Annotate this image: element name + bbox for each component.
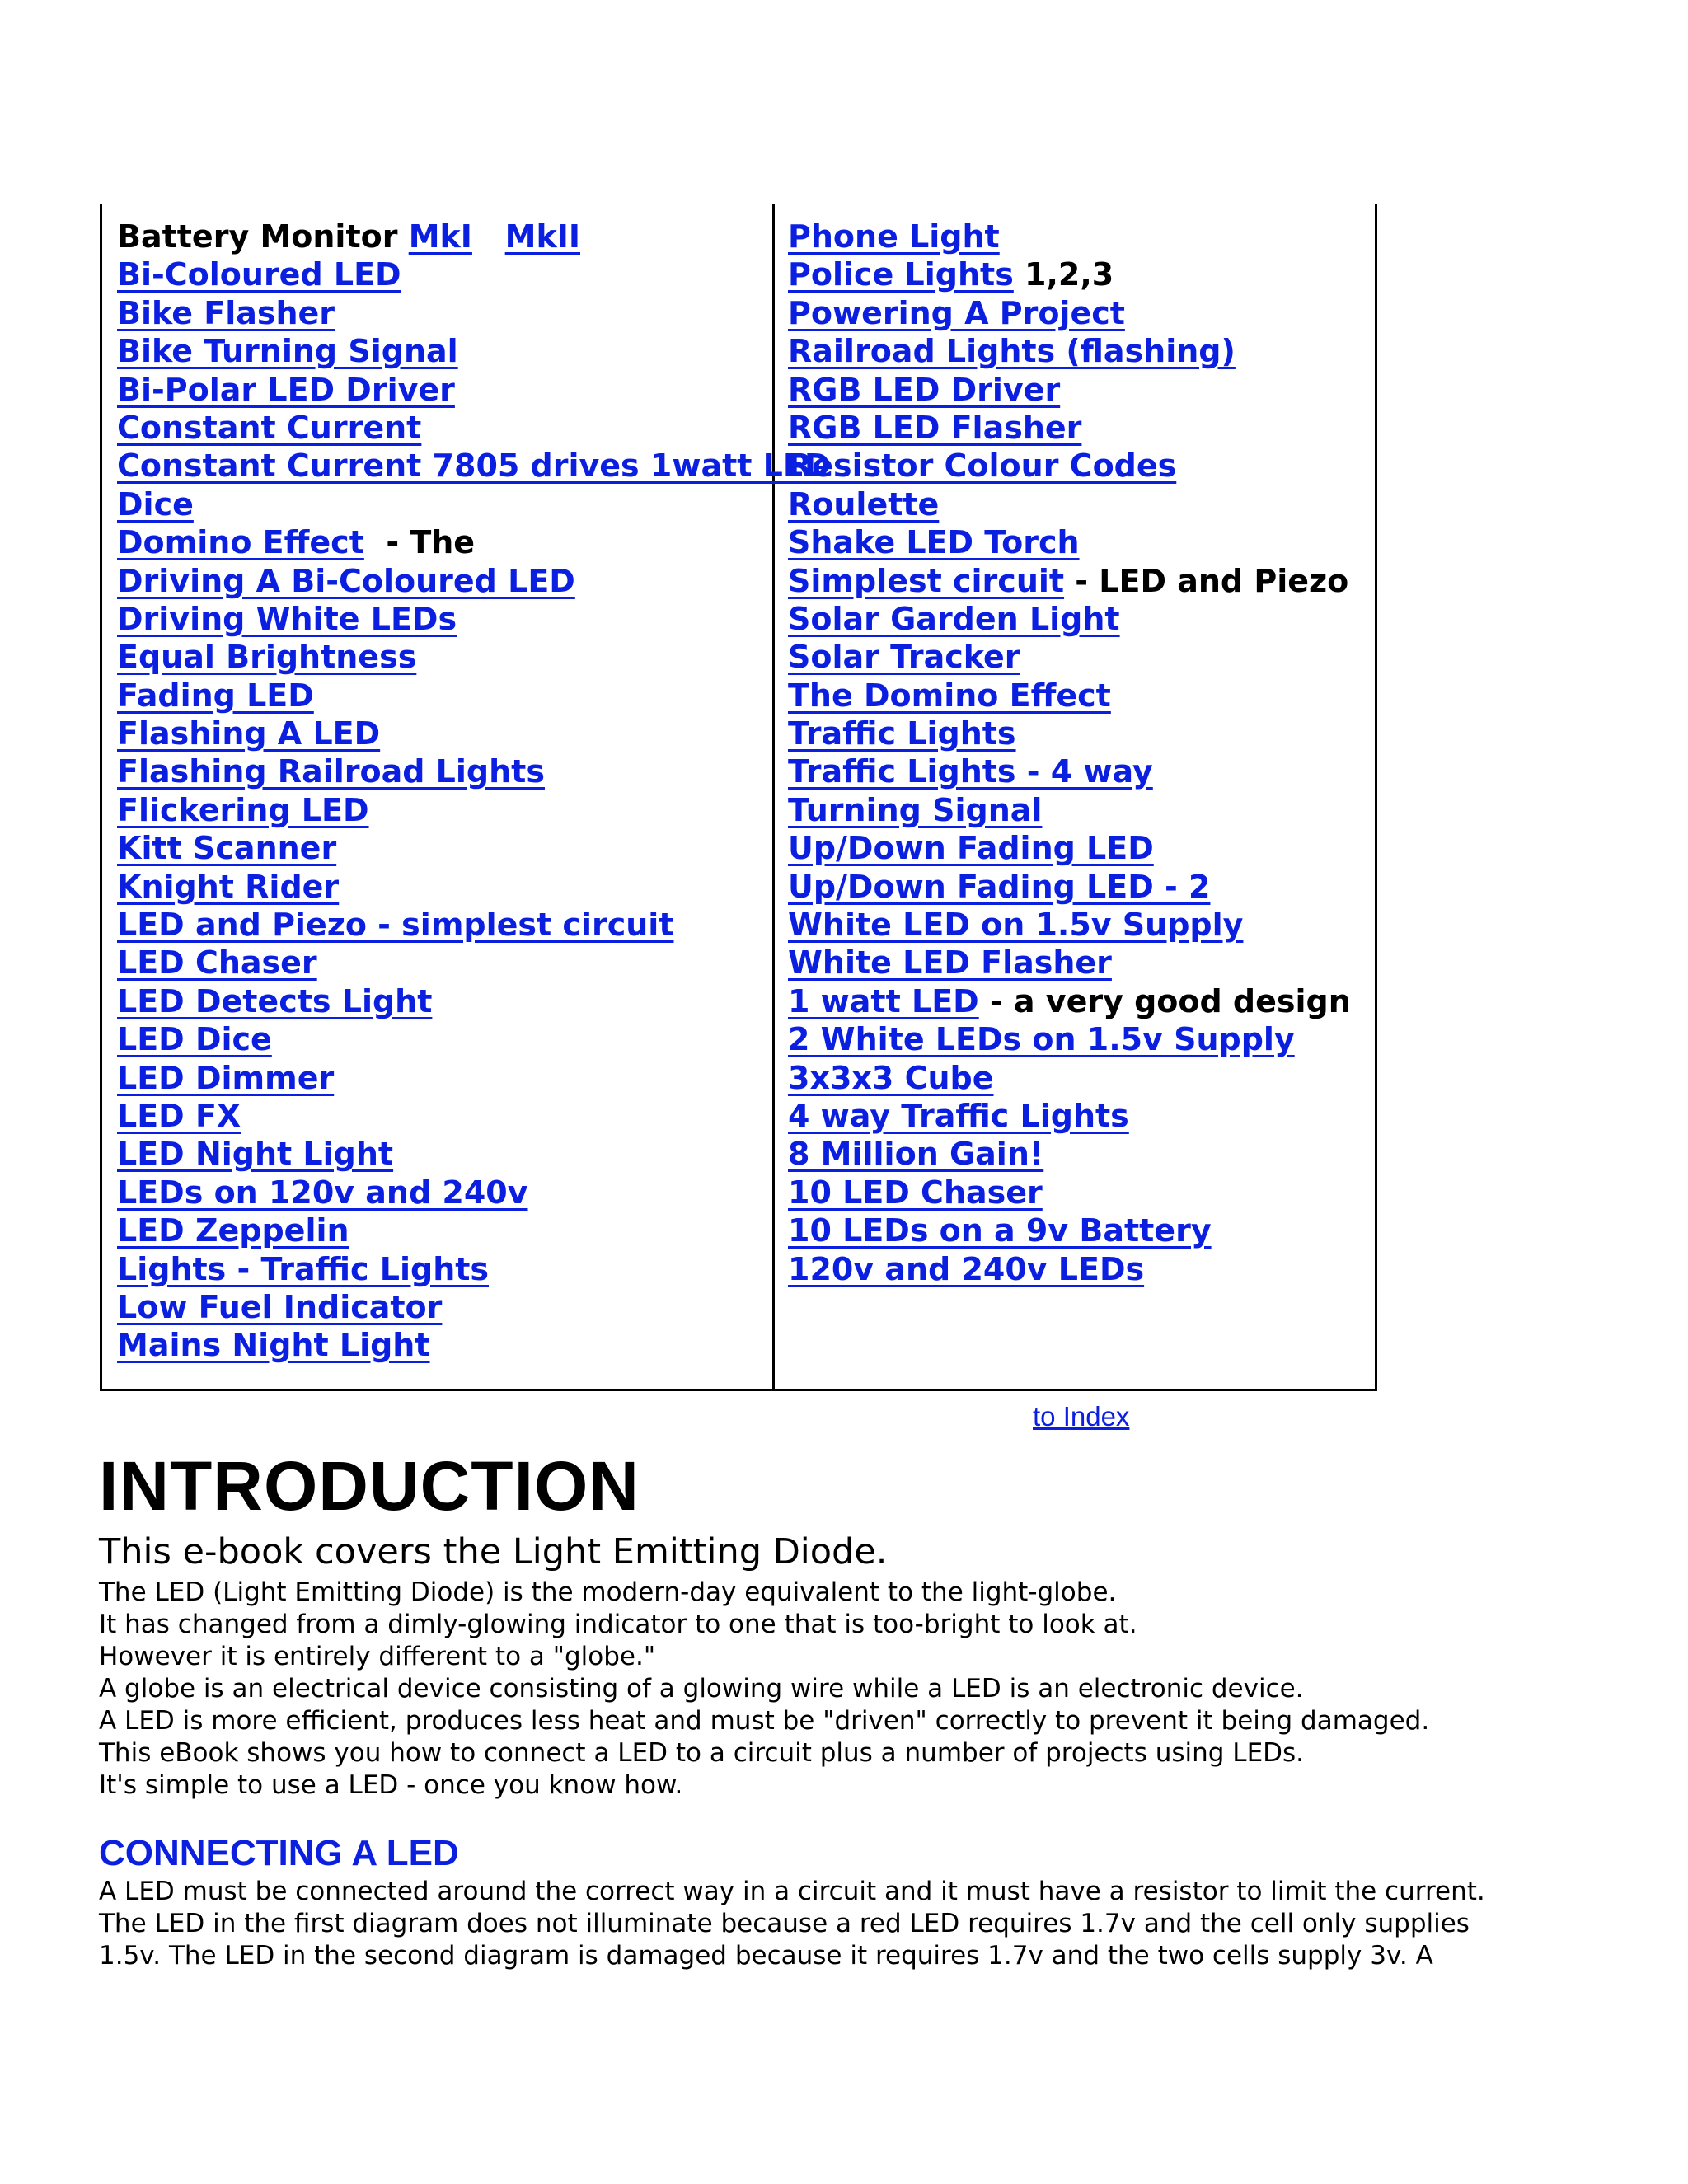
index-entry bbox=[788, 868, 1351, 906]
index-link[interactable]: Domino Effect bbox=[117, 524, 364, 561]
index-column-left bbox=[117, 218, 830, 1365]
index-link[interactable]: Driving White LEDs bbox=[117, 600, 457, 637]
index-link[interactable]: Roulette bbox=[788, 485, 940, 523]
index-entry bbox=[117, 294, 830, 332]
index-entry bbox=[117, 600, 830, 638]
introduction-paragraph bbox=[99, 1577, 1429, 1802]
index-link[interactable]: 10 LEDs on a 9v Battery bbox=[788, 1212, 1212, 1249]
index-entry bbox=[117, 1212, 830, 1249]
index-entry bbox=[117, 562, 830, 600]
index-entry bbox=[117, 1250, 830, 1288]
connecting-heading: CONNECTING A LED bbox=[99, 1833, 459, 1873]
index-entry bbox=[117, 791, 830, 829]
index-entry bbox=[788, 332, 1351, 370]
index-entry bbox=[788, 562, 1351, 600]
index-entry bbox=[788, 1097, 1351, 1135]
index-link[interactable]: 120v and 240v LEDs bbox=[788, 1250, 1145, 1287]
index-link[interactable]: Low Fuel Indicator bbox=[117, 1288, 443, 1325]
to-index-link[interactable]: to Index bbox=[1033, 1401, 1130, 1432]
index-entry bbox=[788, 294, 1351, 332]
index-entry bbox=[117, 218, 830, 255]
index-link[interactable]: White LED on 1.5v Supply bbox=[788, 907, 1244, 944]
index-link[interactable]: Resistor Colour Codes bbox=[788, 448, 1177, 485]
index-link[interactable]: Turning Signal bbox=[788, 791, 1043, 828]
index-entry bbox=[117, 982, 830, 1020]
index-link[interactable]: Up/Down Fading LED - 2 bbox=[788, 868, 1211, 905]
index-link[interactable]: Bi-Coloured LED bbox=[117, 256, 401, 293]
index-entry bbox=[788, 600, 1351, 638]
intro-line: A globe is an electrical device consisting of a glowing wire while a LED is an electronic device. bbox=[99, 1674, 1304, 1704]
index-link[interactable]: Phone Light bbox=[788, 218, 1000, 255]
index-link[interactable]: Up/Down Fading LED bbox=[788, 830, 1154, 867]
index-link[interactable]: Traffic Lights - 4 way bbox=[788, 753, 1153, 790]
intro-line: It has changed from a dimly-glowing indicator to one that is too-bright to look at. bbox=[99, 1610, 1137, 1639]
index-entry bbox=[117, 715, 830, 752]
index-entry bbox=[117, 1097, 830, 1135]
index-entry bbox=[788, 638, 1351, 676]
index-entry bbox=[788, 944, 1351, 982]
index-link[interactable]: Constant Current 7805 drives 1watt LED bbox=[117, 448, 831, 485]
index-note: Battery Monitor bbox=[117, 218, 409, 255]
index-entry bbox=[117, 1174, 830, 1212]
intro-line: A LED is more efficient, produces less heat and must be "driven" correctly to prevent it being damaged. bbox=[99, 1706, 1430, 1736]
index-note: - LED and Piezo bbox=[1064, 562, 1349, 599]
index-entry bbox=[117, 1326, 830, 1364]
index-entry bbox=[788, 1212, 1351, 1249]
index-link[interactable]: LED Dimmer bbox=[117, 1059, 335, 1096]
index-link[interactable]: Fading LED bbox=[117, 677, 314, 714]
index-entry bbox=[117, 677, 830, 715]
index-entry bbox=[117, 1059, 830, 1097]
index-link[interactable]: Bike Flasher bbox=[117, 294, 335, 331]
index-note: - a very good design bbox=[978, 982, 1351, 1019]
index-link[interactable]: RGB LED Flasher bbox=[788, 409, 1082, 446]
index-link[interactable]: MkI bbox=[408, 218, 472, 255]
index-entry bbox=[788, 791, 1351, 829]
index-entry bbox=[788, 829, 1351, 867]
index-link[interactable]: Equal Brightness bbox=[117, 639, 417, 676]
index-link[interactable]: Powering A Project bbox=[788, 294, 1125, 331]
index-entry bbox=[788, 523, 1351, 561]
index-link[interactable]: 1 watt LED bbox=[788, 982, 979, 1019]
index-link[interactable]: The Domino Effect bbox=[788, 677, 1111, 714]
index-column-right bbox=[788, 218, 1351, 1288]
index-entry bbox=[788, 485, 1351, 523]
index-entry bbox=[117, 752, 830, 790]
connecting-line: 1.5v. The LED in the second diagram is damaged because it requires 1.7v and the two cells supply 3v. A bbox=[99, 1941, 1433, 1971]
index-link[interactable]: LED Night Light bbox=[117, 1136, 394, 1173]
index-entry bbox=[117, 371, 830, 409]
index-link[interactable]: LED Dice bbox=[117, 1021, 272, 1058]
index-link[interactable]: Bike Turning Signal bbox=[117, 333, 458, 370]
index-entry bbox=[788, 1174, 1351, 1212]
index-link[interactable]: Lights - Traffic Lights bbox=[117, 1250, 490, 1287]
introduction-heading: INTRODUCTION bbox=[99, 1447, 640, 1525]
index-entry bbox=[788, 1020, 1351, 1058]
index-entry bbox=[788, 1059, 1351, 1097]
index-entry bbox=[788, 409, 1351, 447]
index-link[interactable]: Driving A Bi-Coloured LED bbox=[117, 562, 575, 599]
index-link[interactable]: Flashing Railroad Lights bbox=[117, 753, 545, 790]
index-entry bbox=[117, 485, 830, 523]
index-link[interactable]: RGB LED Driver bbox=[788, 371, 1061, 408]
index-link[interactable]: Railroad Lights (flashing) bbox=[788, 333, 1236, 370]
index-entry bbox=[788, 255, 1351, 293]
index-link[interactable]: Kitt Scanner bbox=[117, 830, 337, 867]
introduction-subheading: This e-book covers the Light Emitting Diode. bbox=[99, 1531, 888, 1572]
index-entry bbox=[117, 447, 830, 485]
index-entry bbox=[788, 371, 1351, 409]
index-entry bbox=[117, 944, 830, 982]
index-note: - The bbox=[363, 524, 476, 561]
index-link[interactable]: LED Detects Light bbox=[117, 982, 433, 1019]
index-link[interactable]: 2 White LEDs on 1.5v Supply bbox=[788, 1021, 1295, 1058]
index-link[interactable]: LED FX bbox=[117, 1097, 241, 1134]
index-link[interactable]: Flashing A LED bbox=[117, 715, 381, 752]
index-link[interactable]: 10 LED Chaser bbox=[788, 1174, 1043, 1211]
project-index-table bbox=[100, 204, 1377, 1391]
index-link[interactable]: LED Chaser bbox=[117, 944, 317, 982]
index-entry bbox=[117, 1135, 830, 1173]
index-link[interactable]: Flickering LED bbox=[117, 791, 369, 828]
index-link[interactable]: Shake LED Torch bbox=[788, 524, 1080, 561]
index-entry bbox=[117, 638, 830, 676]
index-link[interactable]: Traffic Lights bbox=[788, 715, 1016, 752]
index-entry bbox=[788, 447, 1351, 485]
index-entry bbox=[117, 829, 830, 867]
index-entry bbox=[117, 1288, 830, 1326]
index-entry bbox=[788, 752, 1351, 790]
index-link[interactable]: MkII bbox=[504, 218, 581, 255]
index-entry bbox=[117, 868, 830, 906]
index-link[interactable]: Solar Garden Light bbox=[788, 600, 1120, 637]
index-link[interactable]: Dice bbox=[117, 485, 194, 523]
intro-line: The LED (Light Emitting Diode) is the modern-day equivalent to the light-globe. bbox=[99, 1577, 1117, 1607]
index-entry bbox=[788, 1250, 1351, 1288]
intro-line: This eBook shows you how to connect a LED to a circuit plus a number of projects using LEDs. bbox=[99, 1738, 1305, 1768]
index-entry bbox=[788, 906, 1351, 944]
index-link[interactable]: 8 Million Gain! bbox=[788, 1136, 1044, 1173]
index-entry bbox=[788, 677, 1351, 715]
index-link[interactable]: Police Lights bbox=[788, 256, 1014, 293]
intro-line: It's simple to use a LED - once you know how. bbox=[99, 1770, 683, 1800]
index-link[interactable]: Bi-Polar LED Driver bbox=[117, 371, 455, 408]
index-entry bbox=[117, 332, 830, 370]
index-link[interactable]: LED Zeppelin bbox=[117, 1212, 349, 1249]
index-entry bbox=[788, 715, 1351, 752]
intro-line: However it is entirely different to a "globe." bbox=[99, 1642, 656, 1671]
index-entry bbox=[788, 982, 1351, 1020]
index-link[interactable]: LEDs on 120v and 240v bbox=[117, 1174, 528, 1211]
connecting-line: A LED must be connected around the correct way in a circuit and it must have a resistor to limit the current. bbox=[99, 1877, 1485, 1906]
index-entry bbox=[788, 218, 1351, 255]
index-note bbox=[472, 218, 505, 255]
index-link[interactable]: Constant Current bbox=[117, 409, 422, 446]
index-link[interactable]: Simplest circuit bbox=[788, 562, 1065, 599]
index-link[interactable]: 4 way Traffic Lights bbox=[788, 1097, 1129, 1134]
index-note: 1,2,3 bbox=[1013, 256, 1114, 293]
index-entry bbox=[117, 255, 830, 293]
connecting-line: The LED in the first diagram does not illuminate because a red LED requires 1.7v and the cell only supplies bbox=[99, 1909, 1470, 1938]
index-entry bbox=[788, 1135, 1351, 1173]
connecting-paragraph bbox=[99, 1876, 1485, 1972]
index-link[interactable]: Solar Tracker bbox=[788, 639, 1020, 676]
index-link[interactable]: 3x3x3 Cube bbox=[788, 1059, 994, 1096]
index-link[interactable]: Knight Rider bbox=[117, 868, 340, 905]
index-entry bbox=[117, 523, 830, 561]
index-entry bbox=[117, 1020, 830, 1058]
index-entry bbox=[117, 409, 830, 447]
index-link[interactable]: White LED Flasher bbox=[788, 944, 1112, 982]
index-entry bbox=[117, 906, 830, 944]
index-link[interactable]: Mains Night Light bbox=[117, 1327, 430, 1364]
index-link[interactable]: LED and Piezo - simplest circuit bbox=[117, 907, 674, 944]
